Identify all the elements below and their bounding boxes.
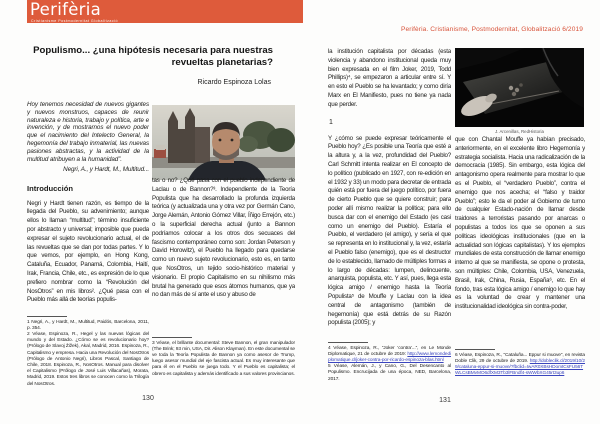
footnote-4-link[interactable]: http://www.lemondediplomatique.cl/joker-contra-por-ricardo-espinoza-blas.html [328, 351, 451, 363]
journal-masthead [27, 0, 303, 23]
left-page-column-1 [27, 101, 149, 317]
footnote-4 [328, 346, 451, 365]
author-photo-image [152, 105, 295, 180]
right-page-column-2 [455, 136, 585, 348]
footnote-2: 2 Véase, Espinoza, R., Hegel y las nuevas lógicas del mundo y del Estado. ¿Cómo se es revolucionario hoy? (Prólogo de Slavoj Žižek), Akal, Madrid, 2016. Espinoza, R., Capitalismo y empresa. Hacia una Revolución del NosOtros (Prólogo de Antonio Negri), Libros Pascal, Santiago de Chile, 2018. Espinoza, R., NosOtros. Manual para disolver el Capitalismo (Prólogo de José Luis Villacañas), Morata, Madrid, 2019. Estos tres libros se conocen como la Trilogía del NosOtros. [27, 331, 149, 387]
film-still-photo [455, 48, 584, 127]
body-paragraph: la institución capitalista por décadas (esta violencia y abandono institucional queda muy bien expresada en el film Joker, 2019, Todd Phillips)⁴, se empezaron a articular entre sí. Y en esto el Pueblo se ha levantado; y como diría Marx en El Manifiesto, pues no tiene ya nada que perder. [328, 48, 451, 108]
body-paragraph: Negri y Hardt tienen razón, es tiempo de la llegada del Pueblo, su advenimiento; aunque ellos lo llaman “multitud”; término insuficiente por abstracto y universal; imposible que pueda expresar el sujeto revolucionario actual, el de las revueltas que se dan por todas partes. Y lo que vemos, por ejemplo, en Hong Kong, Cataluña, Ecuador, Panamá, Colombia, Haití, Irak, Francia, Chile, etc., es expresión de lo que prefiero nombrar como la “Revolución del NosOtros” en mis libros². ¿Qué pasa con el Pueblo más allá de teorías populis- [27, 199, 149, 304]
footnote-separator [27, 316, 67, 317]
footnotes-left-column-1 [27, 316, 149, 394]
footnote-3: 3 Véase, el brillante documental: Steve Bannon, el gran manipulador (The Brink; 93 min, USA, Dir. Alison Klayman). En este documental se ve toda la Teoría Populista de Bannon ya como asesor de Trump, luego asesor mundial del eje fascista actual. Es muy interesante que para él en el Pueblo se juega todo. Y el Pueblo es capitalista; el obrero es capitalista y además identificado a sus valores provincianos. [152, 340, 295, 377]
epigraph-attribution: Negri, A., y Hardt, M., Multitud... [63, 165, 149, 173]
page-number-left: 130 [142, 395, 154, 402]
epigraph-quote: Hoy tenemos necesidad de nuevos gigantes y nuevos monstruos, capaces de reunir naturaleza e historia, trabajo y política, arte e invención, y de mostrarnos el nuevo poder que el nacimiento del Intelecto General, la hegemonía del trabajo inmaterial, las nuevas pasiones abstractas, y la actividad de la multitud atribuyen a la humanidad”. [27, 101, 149, 163]
photo-caption: J. Arcenillas, RedHistoria [495, 129, 544, 134]
footnote-6 [455, 353, 585, 378]
journal-logo-subtitle: Cristianisme Postmodernitat Globalització [31, 19, 119, 23]
footnote-4-text: 4 Véase, Espinoza, R., “Joker ‘contra’...”, en Le Monde Diplomatique, 21 de octubre de 2019: [328, 345, 451, 357]
right-page-column-1 [328, 48, 451, 342]
footnote-1: 1 Negri, A., y Hardt, M., Multitud, Paidós, Barcelona, 2011, p. 354. [27, 319, 149, 331]
section-number: 1 [329, 118, 333, 126]
footnote-6-link[interactable]: http://dobleclik.cl/2019/10/29/cataluna-eppur-si-muove/?fbclid=IwAR0XBsHDomtCsFU56TWLCsBMvMO6dfXM3Tb3lFBndf4-sWWbXG45rt3up6 [455, 358, 585, 377]
body-paragraph: que con Chantal Mouffe ya habían precisado, anteriormente, en el excelente libro Hegemonía y estrategia socialista. Hacia una radicalización de la democracia (1985). Sin embargo, esta lógica del antagonismo opera realmente para mostrar lo que es el Pueblo, el “verdadero Pueblo”, contra el enemigo que nos acecha; el “falso y traidor Pueblo”; esto le da el poder al Gobierno de turno de cualquier Estado-nación de llamar desde traidores a terroristas pasando por anarcas o populistas a todos los que se oponen a sus políticas ideológicas institucionales (que en la actualidad son lógicas capitalistas). Y los ejemplos mundiales de esta construcción de llamar enemigo interno al que se manifiesta, se opone o protesta, son múltiples: Chile, Colombia, USA, Venezuela, Brasil, Irak, China, Rusia, España⁶, etc. En el fondo, tras esta lógica amigo / enemigo lo que hay es la voluntad de crear y mantener una institucionalidad ideológica sin contra-poder, [455, 136, 585, 311]
footnote-separator [328, 342, 368, 343]
left-page-column-2 [152, 177, 295, 336]
body-paragraph: tas o no? ¿Qué pasa con el pueblo independiente de Laclau o de Bannon?³. Independiente de la Teoría Populista que ha desarrollado la profunda izquierda teórica (y actualizada una y otra vez por Germán Cano, Jorge Alemán, Antonio Gómez Villar, Íñigo Errejón, etc.) o la superficial derecha actual (junto a Bannon podríamos colocar a los otros dos secuaces del fascismo contemporáneo como son: Jordan Peterson y David Horowitz), el Pueblo ha llegado para quedarse como un nuevo sujeto revolucionario, esto es, en tanto que NosOtros, un tejido socio-histórico material y visionario. El propio Capitalismo en su nihilismo más brutal ha generado que esos átomos humanos, que ya no dan más de sí ante el uso y abuso de [152, 177, 295, 299]
footnotes-right-column-2 [455, 349, 585, 391]
footnote-6-text: 6 Véase, Espinoza, R., “Cataluña... Eppur si muove”, en revista Doble Clik, 29 de octubre de 2019. [455, 352, 585, 364]
footnote-separator [152, 337, 192, 338]
page-number-right: 131 [439, 397, 451, 404]
footnotes-right-column-1 [328, 342, 451, 392]
article-title: Populismo... ¿una hipótesis necesaria para nuestras revueltas planetarias? [33, 45, 273, 68]
section-heading-introduccion: Introducción [27, 183, 73, 193]
footnote-separator [455, 349, 495, 350]
article-author: Ricardo Espinoza Lolas [197, 79, 271, 86]
running-header: Perifèria. Cristianisme, Postmodernitat, Globalització 6/2019 [400, 26, 583, 33]
footnote-5: 5 Véase, Alemán, J., y Cano, G., Del Desencanto al Populismo. Encrucijada de una época, NED, Barcelona, 2017. [328, 364, 451, 382]
body-paragraph: Y ¿cómo se puede expresar teóricamente el Pueblo hoy? ¿Es posible una Teoría que esté a la altura y, a la vez, profundidad del Pueblo? Carl Schmitt intenta realizar en El concepto de lo político (publicado en 1927, con re-edición en el 1932 y 33) un modo para decretar de entrada quién está por fuera del juego político, por fuera de cierto Pueblo que se quiere construir; para poder allí mismo realizar la política; para ello busca dar con el enemigo del Estado (es casi como un enemigo del Pueblo). Estaría el Pueblo, el verdadero (el amigo), y sería el que se representa en lo institucional y, la vez, estaría el Pueblo falso (enemigo), que es el destructor de lo establecido, llamado de múltiples formas a lo largo de décadas: lumpen, delincuente, anarquista, populista, etc. Y así, pues, llega esta lógica amigo / enemigo hasta la Teoría Populista⁵ de Mouffe y Laclau con la idea central de antagonismo (también de hegemonía) que está detrás de su Razón populista (2005); y [328, 134, 451, 327]
journal-logo: Perifèria [30, 0, 102, 19]
author-photo [152, 105, 295, 180]
film-still-image [455, 48, 584, 127]
footnotes-left-column-2 [152, 337, 295, 392]
